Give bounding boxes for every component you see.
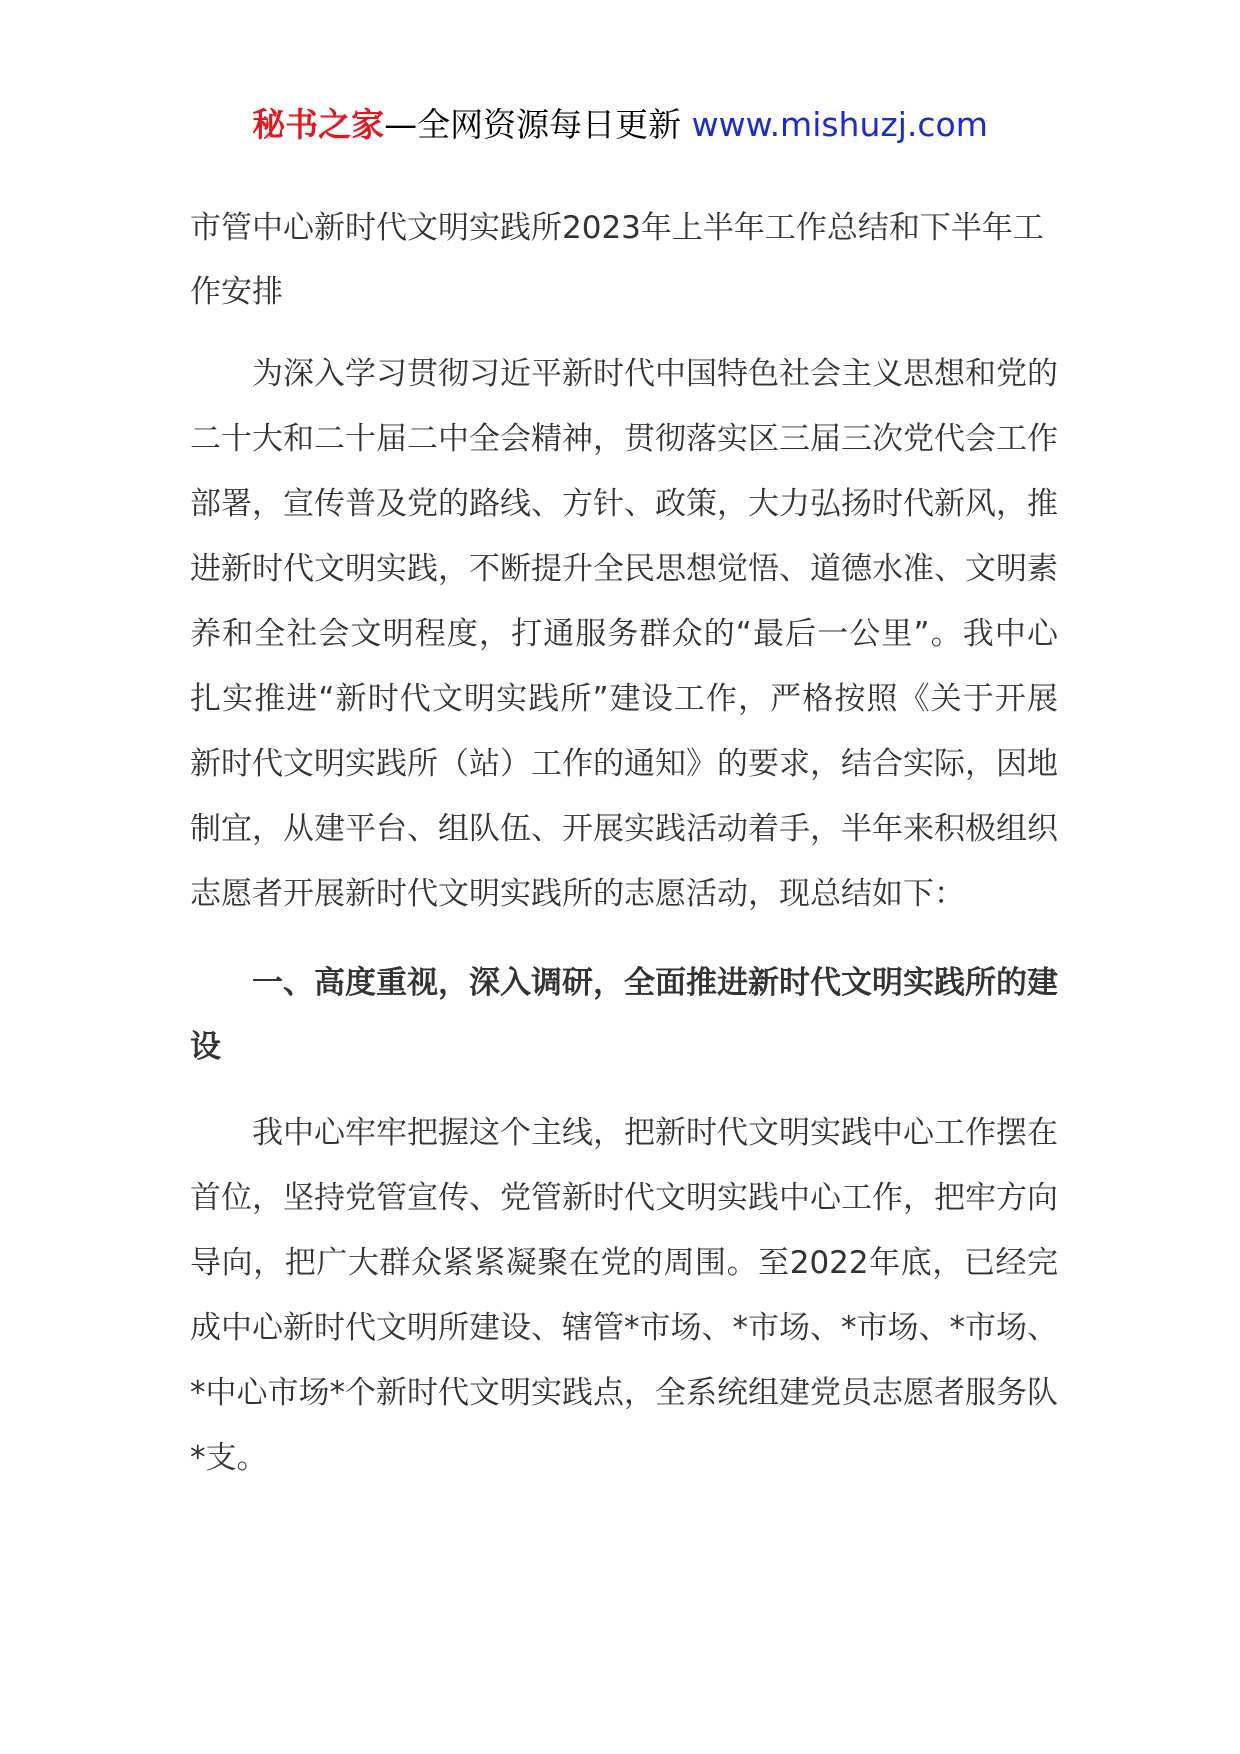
intro-paragraph: 为深入学习贯彻习近平新时代中国特色社会主义思想和党的二十大和二十届二中全会精神，贯彻落实区三届三次党代会工作部署，宣传普及党的路线、方针、政策，大力弘扬时代新风，推进新时代文明实践，不断提升全民思想觉悟、道德水准、文明素养和全社会文明程度，打通服务群众的“最后一公里”。我中心扎实推进“新时代文明实践所”建设工作，严格按照《关于开展新时代文明实践所（站）工作的通知》的要求，结合实际，因地制宜，从建平台、组队伍、开展实践活动着手，半年来积极组织志愿者开展新时代文明实践所的志愿活动，现总结如下： [190,356,1058,912]
document-body [190,196,1058,1491]
site-header-banner [0,100,1240,150]
site-url-link[interactable]: www.mishuzj.com [691,105,988,144]
site-tagline: —全网资源每日更新 [384,105,682,144]
document-title: 市管中心新时代文明实践所2023年上半年工作总结和下半年工作安排 [190,210,1044,310]
site-brand-name: 秘书之家 [252,105,385,144]
section-1-paragraph: 我中心牢牢把握这个主线，把新时代文明实践中心工作摆在首位，坚持党管宣传、党管新时代文明实践中心工作，把牢方向导向，把广大群众紧紧凝聚在党的周围。至2022年底，已经完成中心新时代文明所建设、辖管*市场、*市场、*市场、*市场、*中心市场*个新时代文明实践点，全系统组建党员志愿者服务队*支。 [190,1115,1058,1476]
section-1-heading: 一、高度重视，深入调研，全面推进新时代文明实践所的建设 [190,965,1058,1065]
